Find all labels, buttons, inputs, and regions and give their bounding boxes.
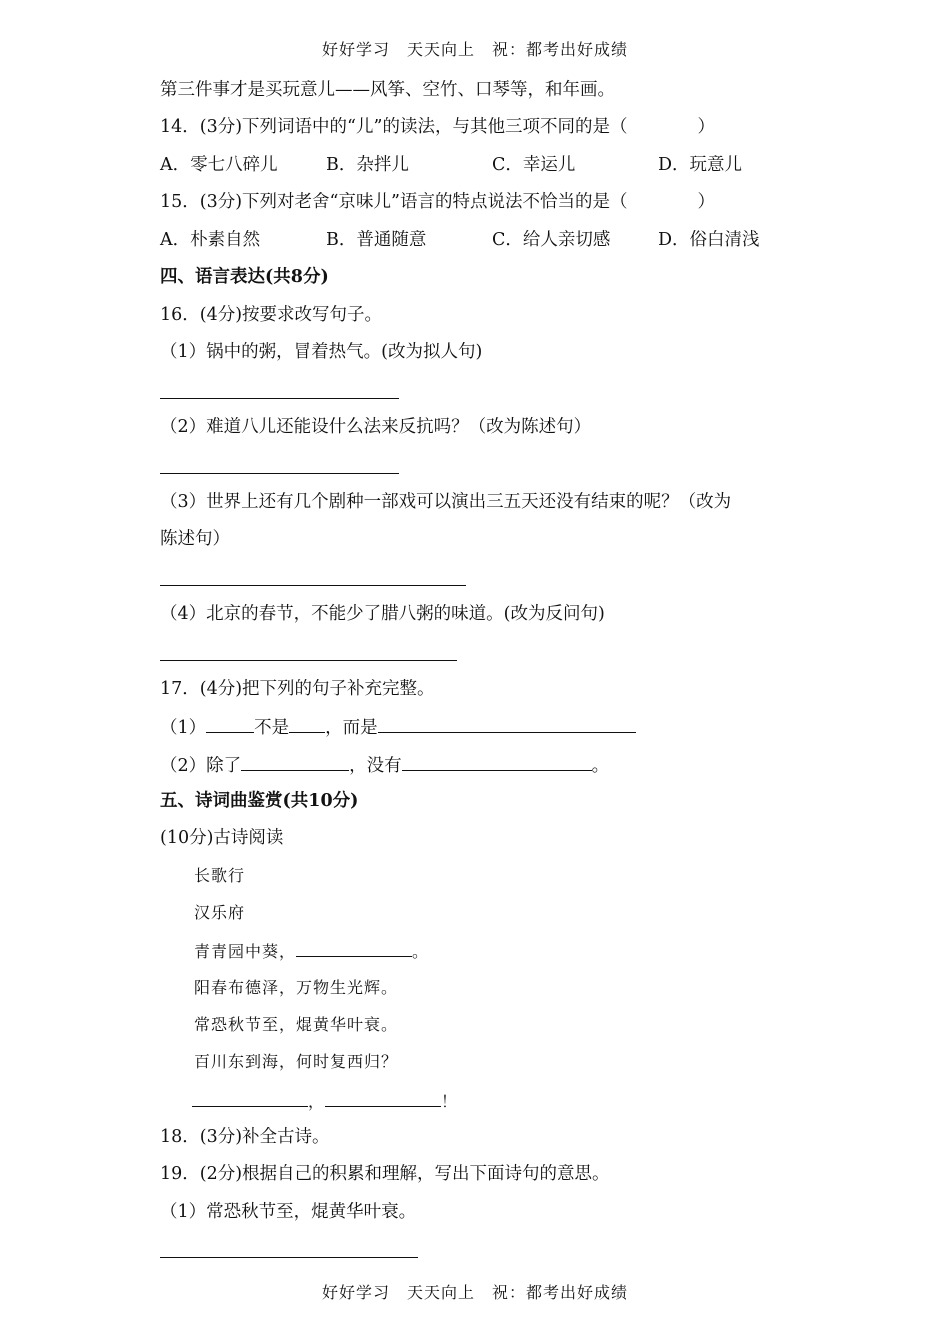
q17-2-end: 。	[591, 756, 610, 776]
option-a[interactable]: A．朴素自然	[160, 230, 261, 250]
question-16-1: （1）锅中的粥，冒着热气。(改为拟人句)	[160, 342, 483, 362]
answer-line-16-3[interactable]	[160, 585, 466, 586]
option-b[interactable]: B．普通随意	[326, 230, 427, 250]
blank-poem-1[interactable]	[296, 938, 412, 957]
question-15-options	[160, 228, 824, 252]
q17-1-suffix: ，而是	[325, 718, 378, 738]
poem-line-5-end: ！	[441, 1092, 459, 1111]
question-17: 17．(4分)把下列的句子补充完整。	[160, 679, 435, 699]
page-header: 好好学习 天天向上 祝：都考出好成绩	[321, 40, 628, 59]
poem-line-1-end: 。	[412, 942, 430, 961]
question-19: 19．(2分)根据自己的积累和理解，写出下面诗句的意思。	[160, 1164, 610, 1184]
page-footer: 好好学习 天天向上 祝：都考出好成绩	[321, 1283, 628, 1302]
poem-line-1	[194, 938, 429, 964]
q17-1-prefix: （1）	[160, 718, 207, 738]
blank-17-1-c[interactable]	[378, 714, 636, 733]
question-16: 16．(4分)按要求改写句子。	[160, 305, 383, 325]
q17-2-mid: ，没有	[349, 756, 402, 776]
q17-2-prefix: （2）除了	[160, 756, 242, 776]
q17-1-mid: 不是	[254, 718, 290, 738]
option-c[interactable]: C．给人亲切感	[492, 230, 611, 250]
blank-poem-2[interactable]	[192, 1088, 308, 1107]
question-17-1	[160, 714, 636, 740]
blank-17-2-b[interactable]	[402, 752, 592, 771]
poem-line-3: 常恐秋节至，焜黄华叶衰。	[194, 1015, 399, 1034]
answer-line-16-1[interactable]	[160, 398, 399, 399]
question-18: 18．(3分)补全古诗。	[160, 1127, 330, 1147]
question-16-2: （2）难道八儿还能设什么法来反抗吗？（改为陈述句）	[160, 417, 592, 437]
poem-line-4: 百川东到海，何时复西归？	[194, 1052, 399, 1071]
answer-line-16-4[interactable]	[160, 660, 457, 661]
poem-intro: (10分)古诗阅读	[160, 828, 284, 848]
option-a[interactable]: A．零七八碎儿	[160, 155, 278, 175]
poem-title: 长歌行	[194, 866, 246, 885]
blank-17-1-a[interactable]	[206, 714, 254, 733]
poem-line-5-sep: ，	[308, 1092, 326, 1111]
question-19-1: （1）常恐秋节至，焜黄华叶衰。	[160, 1202, 417, 1222]
question-14-options	[160, 153, 824, 177]
answer-line-16-2[interactable]	[160, 473, 399, 474]
question-15: 15．(3分)下列对老舍“京味儿”语言的特点说法不恰当的是（ ）	[160, 192, 715, 212]
answer-line-19-1[interactable]	[160, 1257, 418, 1258]
question-16-3: （3）世界上还有几个剧种一部戏可以演出三五天还没有结束的呢？（改为	[160, 492, 732, 512]
poem-author: 汉乐府	[194, 903, 246, 922]
poem-line-1-text: 青青园中葵，	[194, 942, 297, 961]
intro-line: 第三件事才是买玩意儿——风筝、空竹、口琴等，和年画。	[160, 80, 615, 100]
option-b[interactable]: B．杂拌儿	[326, 155, 409, 175]
option-d[interactable]: D．玩意儿	[658, 155, 743, 175]
option-d[interactable]: D．俗白清浅	[658, 230, 760, 250]
poem-line-5	[192, 1088, 458, 1114]
blank-17-1-b[interactable]	[289, 714, 325, 733]
question-16-3-cont: 陈述句）	[160, 529, 230, 549]
blank-poem-3[interactable]	[325, 1088, 441, 1107]
section-4-heading: 四、语言表达(共8分)	[160, 267, 329, 287]
question-16-4: （4）北京的春节，不能少了腊八粥的味道。(改为反问句)	[160, 604, 605, 624]
section-5-heading: 五、诗词曲鉴赏(共10分)	[160, 791, 359, 811]
question-17-2	[160, 752, 609, 778]
blank-17-2-a[interactable]	[241, 752, 349, 771]
poem-line-2: 阳春布德泽，万物生光辉。	[194, 978, 399, 997]
option-c[interactable]: C．幸运儿	[492, 155, 576, 175]
question-14: 14．(3分)下列词语中的“儿”的读法，与其他三项不同的是（ ）	[160, 117, 715, 137]
